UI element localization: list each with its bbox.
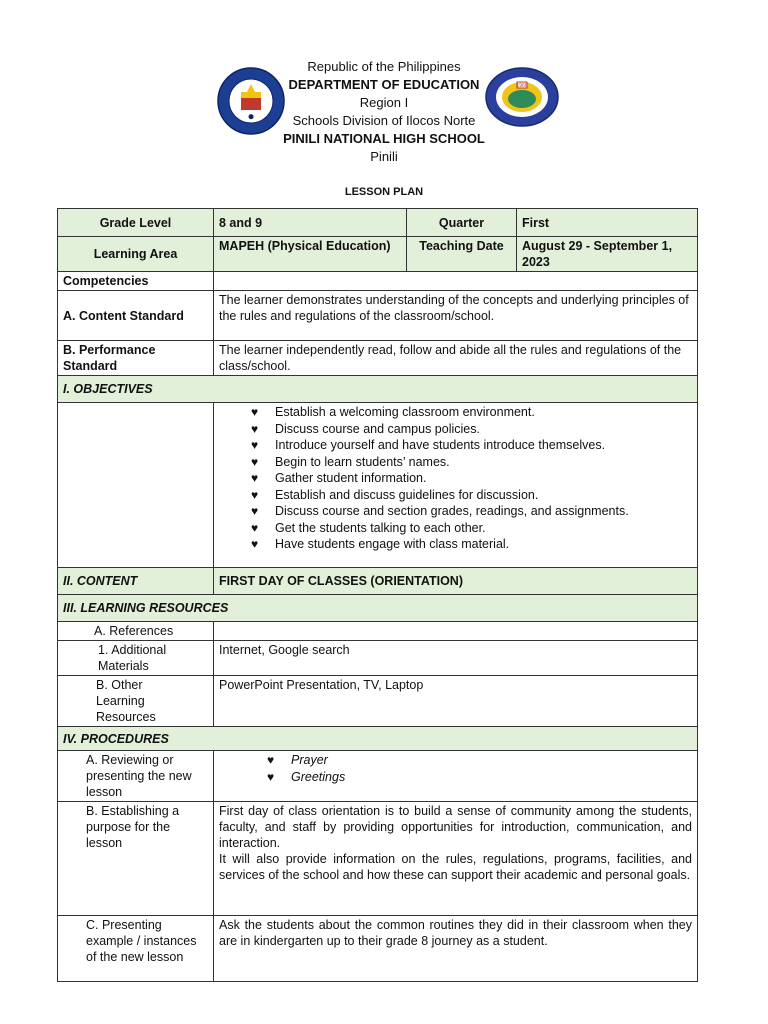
- procedure-c-row: [58, 916, 698, 982]
- resources-header-row: [58, 595, 698, 622]
- procedure-b-paragraph-1: First day of class orientation is to build a sense of community among the students, faculty, and staff by providing opportunities for introduction, communication, and interaction.: [219, 804, 692, 850]
- objectives-row: [58, 403, 698, 568]
- procedure-c-label: C. Presenting example / instances of the new lesson: [58, 916, 214, 982]
- additional-materials-label: 1. Additional Materials: [58, 641, 214, 676]
- content-standard-value: The learner demonstrates understanding of the concepts and underlying principles of the rules and regulations of the classroom/school.: [214, 291, 698, 341]
- procedure-b-paragraph-2: It will also provide information on the rules, regulations, programs, facilities, and services of the school and how these can support their academic and personal goals.: [219, 852, 692, 882]
- content-label: II. CONTENT: [58, 568, 214, 595]
- procedure-a-item: ♥ Prayer: [267, 752, 692, 769]
- references-label: A. References: [58, 622, 214, 641]
- procedures-label: IV. PROCEDURES: [58, 727, 698, 751]
- procedures-header-row: [58, 727, 698, 751]
- grade-level-label: Grade Level: [58, 209, 214, 237]
- objective-item: ♥ Introduce yourself and have students introduce themselves.: [251, 437, 692, 454]
- teaching-date-value: August 29 - September 1, 2023: [517, 237, 698, 272]
- additional-materials-row: [58, 641, 698, 676]
- performance-standard-label: B. Performance Standard: [58, 341, 214, 376]
- content-standard-label: A. Content Standard: [58, 291, 214, 341]
- content-value: FIRST DAY OF CLASSES (ORIENTATION): [214, 568, 698, 595]
- svg-text:⬤: ⬤: [248, 114, 254, 120]
- teaching-date-label: Teaching Date: [407, 237, 517, 272]
- performance-standard-value: The learner independently read, follow and abide all the rules and regulations of the class/school.: [214, 341, 698, 376]
- objective-item: ♥ Have students engage with class material.: [251, 536, 692, 553]
- quarter-value: First: [517, 209, 698, 237]
- document-title: LESSON PLAN: [344, 186, 424, 198]
- procedure-b-row: [58, 802, 698, 916]
- grade-level-value: 8 and 9: [214, 209, 407, 237]
- learning-area-value: MAPEH (Physical Education): [214, 237, 407, 272]
- objective-item: ♥ Discuss course and campus policies.: [251, 421, 692, 438]
- school-line: PINILI NATIONAL HIGH SCHOOL: [283, 131, 485, 146]
- additional-materials-value: Internet, Google search: [214, 641, 698, 676]
- seal-year: 1966: [516, 83, 528, 89]
- other-resources-value: PowerPoint Presentation, TV, Laptop: [214, 676, 698, 727]
- objective-item: ♥ Establish a welcoming classroom environment.: [251, 404, 692, 421]
- learning-area-row: [58, 237, 698, 272]
- objective-item: ♥ Discuss course and section grades, readings, and assignments.: [251, 503, 692, 520]
- objective-item: ♥ Gather student information.: [251, 470, 692, 487]
- quarter-label: Quarter: [407, 209, 517, 237]
- lesson-plan-table: [57, 208, 698, 982]
- resources-label: III. LEARNING RESOURCES: [58, 595, 698, 622]
- republic-line: Republic of the Philippines: [307, 59, 461, 74]
- objective-item: ♥ Begin to learn students’ names.: [251, 454, 692, 471]
- procedure-c-value: Ask the students about the common routines they did in their classroom when they are in kindergarten up to their grade 8 journey as a student.: [214, 916, 698, 982]
- objectives-list: [219, 404, 692, 553]
- objective-item: ♥ Get the students talking to each other.: [251, 520, 692, 537]
- division-line: Schools Division of Ilocos Norte: [292, 113, 476, 128]
- competencies-row: [58, 272, 698, 291]
- department-line: DEPARTMENT OF EDUCATION: [288, 77, 480, 92]
- learning-area-label: Learning Area: [58, 237, 214, 272]
- procedure-a-row: [58, 751, 698, 802]
- objectives-label: I. OBJECTIVES: [58, 376, 698, 403]
- letterhead: [0, 58, 768, 166]
- other-resources-row: [58, 676, 698, 727]
- grade-level-row: [58, 209, 698, 237]
- content-standard-row: [58, 291, 698, 341]
- procedure-a-list: [219, 752, 692, 785]
- procedure-a-label: A. Reviewing or presenting the new lesson: [58, 751, 214, 802]
- objectives-header-row: [58, 376, 698, 403]
- procedure-b-label: B. Establishing a purpose for the lesson: [58, 802, 214, 916]
- region-line: Region I: [359, 95, 409, 110]
- content-row: [58, 568, 698, 595]
- performance-standard-row: [58, 341, 698, 376]
- other-resources-label: B. Other Learning Resources: [58, 676, 214, 727]
- procedure-a-item: ♥ Greetings: [267, 769, 692, 786]
- town-line: Pinili: [370, 149, 398, 164]
- objective-item: ♥ Establish and discuss guidelines for discussion.: [251, 487, 692, 504]
- references-row: [58, 622, 698, 641]
- competencies-label: Competencies: [58, 272, 214, 291]
